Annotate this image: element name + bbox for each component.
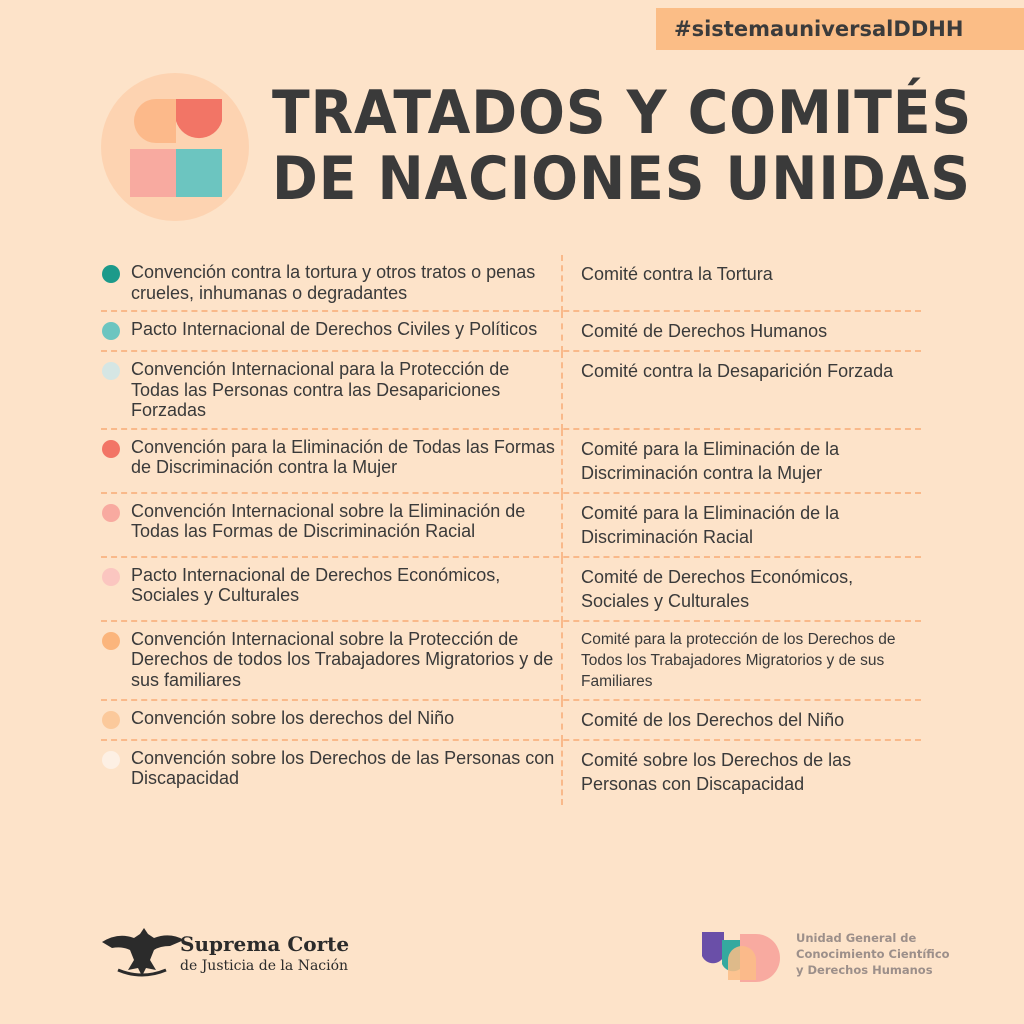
table-row [101, 494, 921, 558]
treaty-cell [101, 494, 563, 558]
hashtag-banner: #sistemauniversalDDHH [656, 8, 1024, 50]
scjn-logo [100, 924, 350, 980]
treaty-name: Convención Internacional sobre la Eliminación de Todas las Formas de Discriminación Racial [131, 500, 526, 541]
treaty-name: Convención Internacional para la Protección de Todas las Personas contra las Desapariciones Forzadas [131, 359, 510, 420]
treaty-cell [101, 622, 563, 701]
unit-name [796, 930, 950, 978]
treaty-name: Convención sobre los Derechos de las Personas con Discapacidad [131, 747, 555, 788]
treaty-name: Convención para la Eliminación de Todas las Formas de Discriminación contra la Mujer [131, 436, 555, 477]
scjn-name-line-1: Suprema Corte [180, 932, 350, 956]
brand-logo-icon [101, 73, 249, 221]
committee-name: Comité de Derechos Humanos [581, 321, 828, 341]
unit-name-line-2: Conocimiento Científico [796, 947, 950, 961]
unit-logo [700, 928, 950, 984]
committee-name: Comité contra la Tortura [581, 264, 773, 284]
bullet-dot-icon [102, 322, 120, 340]
unit-name-line-1: Unidad General de [796, 931, 917, 945]
committee-name: Comité contra la Desaparición Forzada [581, 361, 894, 381]
unit-name-line-3: y Derechos Humanos [796, 963, 933, 977]
treaty-name: Convención sobre los derechos del Niño [131, 707, 455, 728]
table-row [101, 312, 921, 352]
table-row [101, 255, 921, 312]
bullet-dot-icon [102, 632, 120, 650]
treaty-cell [101, 741, 563, 805]
treaty-cell [101, 255, 563, 312]
treaty-name: Pacto Internacional de Derechos Civiles y Políticos [131, 319, 538, 339]
treaty-name: Convención Internacional sobre la Protección de Derechos de todos los Trabajadores Migratorios y de sus familiares [131, 628, 554, 690]
table-row [101, 352, 921, 430]
committee-name: Comité para la Eliminación de la Discriminación contra la Mujer [581, 438, 840, 483]
committee-name: Comité para la Eliminación de la Discriminación Racial [581, 502, 840, 547]
bullet-dot-icon [102, 504, 120, 522]
treaty-cell [101, 352, 563, 430]
unit-emblem-icon [700, 930, 784, 982]
bullet-dot-icon [102, 265, 120, 283]
treaty-name: Pacto Internacional de Derechos Económicos, Sociales y Culturales [131, 564, 501, 605]
committee-name: Comité sobre los Derechos de las Personas con Discapacidad [581, 749, 852, 794]
bullet-dot-icon [102, 751, 120, 769]
scjn-name-line-2: de Justicia de la Nación [180, 958, 349, 974]
treaty-cell [101, 701, 563, 741]
treaty-name: Convención contra la tortura y otros tratos o penas crueles, inhumanas o degradantes [131, 262, 536, 303]
committee-name: Comité de Derechos Económicos, Sociales y Culturales [581, 566, 854, 611]
bullet-dot-icon [102, 568, 120, 586]
page-title [272, 80, 972, 212]
bullet-dot-icon [102, 440, 120, 458]
treaty-cell [101, 558, 563, 622]
table-row [101, 430, 921, 494]
bullet-dot-icon [102, 362, 120, 380]
treaty-cell [101, 430, 563, 494]
treaty-table [101, 255, 921, 805]
committee-name: Comité de los Derechos del Niño [581, 709, 845, 730]
treaty-cell [101, 312, 563, 352]
eagle-emblem-icon [100, 924, 184, 980]
table-row [101, 558, 921, 622]
table-row [101, 622, 921, 701]
title-line-2: DE NACIONES UNIDAS [272, 144, 971, 214]
table-row [101, 701, 921, 741]
bullet-dot-icon [102, 711, 120, 729]
title-line-1: TRATADOS Y COMITÉS [272, 78, 973, 148]
table-row [101, 741, 921, 805]
committee-name: Comité para la protección de los Derechos de Todos los Trabajadores Migratorios y de sus Familiares [581, 630, 896, 690]
